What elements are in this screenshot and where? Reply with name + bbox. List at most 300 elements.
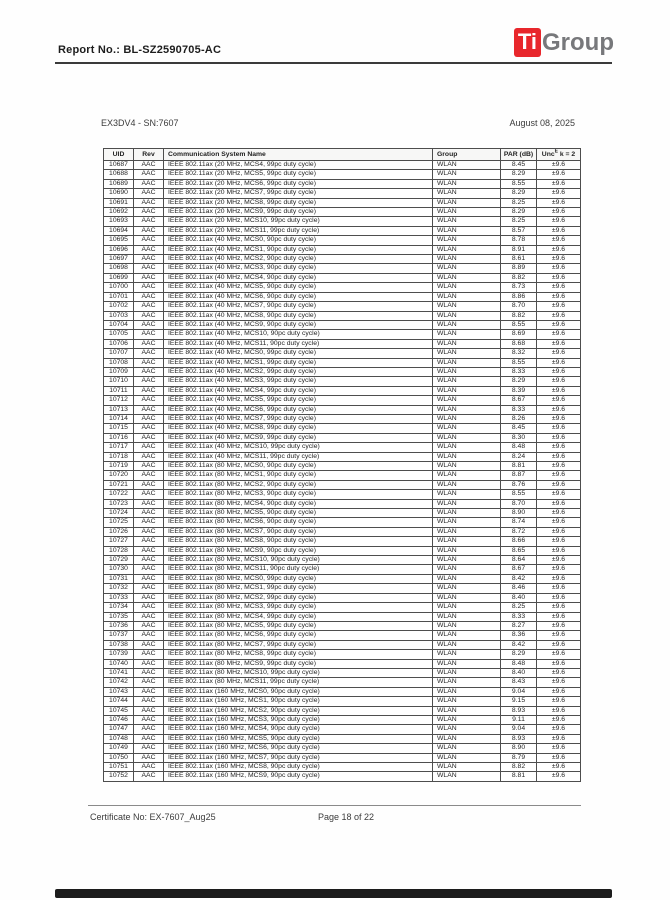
table-row [104,198,581,207]
cell-system: IEEE 802.11ax (160 MHz, MCS3, 90pc duty cycle) [164,715,433,724]
table-row [104,358,581,367]
cell-uid: 10701 [104,292,134,301]
table-row [104,715,581,724]
cell-uid: 10695 [104,236,134,245]
cell-group: WLAN [433,772,501,781]
cell-rev: AAC [134,490,164,499]
cell-par: 8.90 [501,509,537,518]
cell-par: 8.25 [501,603,537,612]
cell-rev: AAC [134,546,164,555]
cell-unc: ±9.6 [537,527,581,536]
cell-par: 8.86 [501,292,537,301]
cell-uid: 10691 [104,198,134,207]
table-row [104,292,581,301]
cell-uid: 10698 [104,264,134,273]
cell-system: IEEE 802.11ax (80 MHz, MCS2, 99pc duty cycle) [164,593,433,602]
cell-group: WLAN [433,292,501,301]
cell-rev: AAC [134,292,164,301]
cell-uid: 10738 [104,640,134,649]
cell-par: 8.33 [501,405,537,414]
cell-rev: AAC [134,189,164,198]
cell-rev: AAC [134,744,164,753]
cell-group: WLAN [433,499,501,508]
cell-par: 8.55 [501,320,537,329]
table-row [104,264,581,273]
cell-uid: 10696 [104,245,134,254]
cell-group: WLAN [433,753,501,762]
cell-par: 8.40 [501,593,537,602]
cell-group: WLAN [433,283,501,292]
cell-system: IEEE 802.11ax (40 MHz, MCS3, 90pc duty cycle) [164,264,433,273]
cell-group: WLAN [433,386,501,395]
cell-par: 8.42 [501,574,537,583]
cell-uid: 10721 [104,480,134,489]
device-label: EX3DV4 - SN:7607 [101,118,179,128]
cell-unc: ±9.6 [537,753,581,762]
table-row [104,443,581,452]
cell-unc: ±9.6 [537,706,581,715]
cell-group: WLAN [433,339,501,348]
cell-uid: 10744 [104,697,134,706]
header-divider [55,62,612,64]
cell-unc: ±9.6 [537,320,581,329]
cell-system: IEEE 802.11ax (40 MHz, MCS4, 90pc duty cycle) [164,273,433,282]
cell-unc: ±9.6 [537,179,581,188]
cell-group: WLAN [433,189,501,198]
cell-system: IEEE 802.11ax (40 MHz, MCS2, 90pc duty cycle) [164,255,433,264]
cell-system: IEEE 802.11ax (80 MHz, MCS4, 99pc duty cycle) [164,612,433,621]
cell-group: WLAN [433,621,501,630]
cell-rev: AAC [134,339,164,348]
table-row [104,499,581,508]
cell-system: IEEE 802.11ax (160 MHz, MCS5, 90pc duty cycle) [164,734,433,743]
cell-uid: 10697 [104,255,134,264]
table-row [104,556,581,565]
cell-system: IEEE 802.11ax (160 MHz, MCS0, 90pc duty cycle) [164,687,433,696]
cell-unc: ±9.6 [537,687,581,696]
table-row [104,640,581,649]
cell-par: 8.55 [501,179,537,188]
cell-system: IEEE 802.11ax (40 MHz, MCS5, 99pc duty cycle) [164,396,433,405]
cell-group: WLAN [433,179,501,188]
cell-rev: AAC [134,161,164,170]
cell-system: IEEE 802.11ax (40 MHz, MCS6, 99pc duty cycle) [164,405,433,414]
cell-system: IEEE 802.11ax (20 MHz, MCS10, 99pc duty cycle) [164,217,433,226]
cell-uid: 10729 [104,556,134,565]
cell-uid: 10740 [104,659,134,668]
cell-system: IEEE 802.11ax (20 MHz, MCS11, 99pc duty cycle) [164,226,433,235]
cell-rev: AAC [134,584,164,593]
cell-uid: 10741 [104,668,134,677]
cell-uid: 10708 [104,358,134,367]
table-row [104,170,581,179]
cell-rev: AAC [134,537,164,546]
cell-uid: 10713 [104,405,134,414]
table-row [104,603,581,612]
cell-par: 8.81 [501,462,537,471]
cell-unc: ±9.6 [537,763,581,772]
cell-uid: 10711 [104,386,134,395]
cell-group: WLAN [433,330,501,339]
cell-unc: ±9.6 [537,452,581,461]
table-row [104,179,581,188]
cell-par: 8.82 [501,273,537,282]
cell-group: WLAN [433,556,501,565]
cell-unc: ±9.6 [537,593,581,602]
cell-rev: AAC [134,330,164,339]
cell-system: IEEE 802.11ax (40 MHz, MCS10, 90pc duty cycle) [164,330,433,339]
bottom-bar [55,889,612,898]
cell-unc: ±9.6 [537,405,581,414]
cell-rev: AAC [134,621,164,630]
cell-uid: 10688 [104,170,134,179]
cell-unc: ±9.6 [537,612,581,621]
cell-uid: 10693 [104,217,134,226]
table-row [104,471,581,480]
table-row [104,480,581,489]
cell-system: IEEE 802.11ax (40 MHz, MCS11, 99pc duty cycle) [164,452,433,461]
cell-uid: 10692 [104,208,134,217]
cell-system: IEEE 802.11ax (40 MHz, MCS0, 90pc duty cycle) [164,236,433,245]
cell-par: 8.72 [501,527,537,536]
table-row [104,574,581,583]
cell-rev: AAC [134,772,164,781]
cell-unc: ±9.6 [537,339,581,348]
table-row [104,236,581,245]
cell-group: WLAN [433,687,501,696]
cell-par: 9.04 [501,725,537,734]
cell-rev: AAC [134,697,164,706]
cell-par: 8.91 [501,245,537,254]
cell-unc: ±9.6 [537,161,581,170]
cell-unc: ±9.6 [537,198,581,207]
cell-rev: AAC [134,556,164,565]
cell-par: 8.81 [501,772,537,781]
cell-uid: 10752 [104,772,134,781]
cell-system: IEEE 802.11ax (160 MHz, MCS6, 90pc duty cycle) [164,744,433,753]
cell-group: WLAN [433,706,501,715]
cell-group: WLAN [433,471,501,480]
cell-rev: AAC [134,612,164,621]
cell-rev: AAC [134,527,164,536]
report-number: Report No.: BL-SZ2590705-AC [58,44,222,56]
cell-unc: ±9.6 [537,668,581,677]
cell-rev: AAC [134,424,164,433]
cell-par: 8.27 [501,621,537,630]
cell-rev: AAC [134,386,164,395]
cell-par: 9.04 [501,687,537,696]
cell-system: IEEE 802.11ax (40 MHz, MCS2, 99pc duty cycle) [164,367,433,376]
cell-unc: ±9.6 [537,546,581,555]
cell-unc: ±9.6 [537,311,581,320]
cell-rev: AAC [134,358,164,367]
cell-unc: ±9.6 [537,217,581,226]
cell-unc: ±9.6 [537,480,581,489]
cell-rev: AAC [134,433,164,442]
table-row [104,386,581,395]
table-row [104,763,581,772]
cell-system: IEEE 802.11ax (80 MHz, MCS9, 99pc duty cycle) [164,659,433,668]
cell-par: 8.36 [501,631,537,640]
cell-rev: AAC [134,659,164,668]
cell-system: IEEE 802.11ax (80 MHz, MCS2, 90pc duty cycle) [164,480,433,489]
cell-rev: AAC [134,753,164,762]
table-row [104,734,581,743]
table-row [104,339,581,348]
cell-group: WLAN [433,593,501,602]
cell-uid: 10732 [104,584,134,593]
cell-uid: 10727 [104,537,134,546]
cell-unc: ±9.6 [537,386,581,395]
cell-system: IEEE 802.11ax (80 MHz, MCS11, 99pc duty cycle) [164,678,433,687]
table-row [104,462,581,471]
cell-uid: 10694 [104,226,134,235]
cell-par: 8.43 [501,678,537,687]
cell-par: 8.25 [501,217,537,226]
cell-unc: ±9.6 [537,283,581,292]
table-row [104,283,581,292]
cell-par: 8.30 [501,433,537,442]
table-row [104,217,581,226]
cell-system: IEEE 802.11ax (40 MHz, MCS0, 99pc duty cycle) [164,349,433,358]
cell-system: IEEE 802.11ax (80 MHz, MCS6, 99pc duty cycle) [164,631,433,640]
cell-rev: AAC [134,349,164,358]
cell-rev: AAC [134,170,164,179]
table-row [104,706,581,715]
cell-group: WLAN [433,170,501,179]
cell-par: 8.55 [501,490,537,499]
cell-system: IEEE 802.11ax (160 MHz, MCS8, 90pc duty cycle) [164,763,433,772]
cell-par: 8.65 [501,546,537,555]
cell-unc: ±9.6 [537,509,581,518]
header-group: Group [433,149,501,161]
cell-unc: ±9.6 [537,292,581,301]
cell-par: 8.79 [501,753,537,762]
header-unc [537,149,581,161]
cell-group: WLAN [433,763,501,772]
cell-uid: 10747 [104,725,134,734]
table-row [104,527,581,536]
cell-system: IEEE 802.11ax (40 MHz, MCS11, 90pc duty cycle) [164,339,433,348]
cell-par: 8.87 [501,471,537,480]
tigroup-logo [514,28,614,57]
cell-unc: ±9.6 [537,715,581,724]
table-row [104,518,581,527]
cell-system: IEEE 802.11ax (160 MHz, MCS2, 90pc duty cycle) [164,706,433,715]
cell-par: 8.90 [501,744,537,753]
cell-uid: 10735 [104,612,134,621]
logo-ti-icon: Ti [514,28,541,57]
cell-uid: 10737 [104,631,134,640]
cell-unc: ±9.6 [537,358,581,367]
cell-uid: 10734 [104,603,134,612]
cell-unc: ±9.6 [537,631,581,640]
cell-rev: AAC [134,255,164,264]
cell-uid: 10745 [104,706,134,715]
cell-rev: AAC [134,320,164,329]
cell-group: WLAN [433,161,501,170]
cell-group: WLAN [433,462,501,471]
cell-par: 8.55 [501,358,537,367]
cell-group: WLAN [433,217,501,226]
cell-rev: AAC [134,668,164,677]
table-row [104,311,581,320]
cell-group: WLAN [433,640,501,649]
cell-rev: AAC [134,311,164,320]
cell-par: 8.89 [501,264,537,273]
cell-uid: 10736 [104,621,134,630]
table-row [104,255,581,264]
cell-par: 8.40 [501,668,537,677]
cell-system: IEEE 802.11ax (40 MHz, MCS9, 99pc duty cycle) [164,433,433,442]
table-row [104,584,581,593]
cell-unc: ±9.6 [537,424,581,433]
cell-group: WLAN [433,574,501,583]
cell-rev: AAC [134,443,164,452]
cell-unc: ±9.6 [537,245,581,254]
cell-group: WLAN [433,734,501,743]
cell-unc: ±9.6 [537,621,581,630]
cell-uid: 10724 [104,509,134,518]
cell-group: WLAN [433,405,501,414]
cell-group: WLAN [433,226,501,235]
cell-uid: 10743 [104,687,134,696]
cell-rev: AAC [134,565,164,574]
cell-system: IEEE 802.11ax (40 MHz, MCS7, 90pc duty cycle) [164,302,433,311]
cell-par: 8.70 [501,499,537,508]
cell-par: 8.66 [501,537,537,546]
cell-par: 8.29 [501,208,537,217]
cell-unc: ±9.6 [537,537,581,546]
cell-unc: ±9.6 [537,264,581,273]
cell-uid: 10689 [104,179,134,188]
cell-rev: AAC [134,631,164,640]
cell-unc: ±9.6 [537,603,581,612]
cell-system: IEEE 802.11ax (80 MHz, MCS5, 90pc duty cycle) [164,509,433,518]
cell-unc: ±9.6 [537,490,581,499]
table-row [104,621,581,630]
table-row [104,772,581,781]
cell-rev: AAC [134,603,164,612]
cell-uid: 10704 [104,320,134,329]
cell-unc: ±9.6 [537,499,581,508]
cell-rev: AAC [134,518,164,527]
cell-system: IEEE 802.11ax (80 MHz, MCS6, 90pc duty cycle) [164,518,433,527]
header-uid: UID [104,149,134,161]
cell-par: 8.45 [501,424,537,433]
cell-rev: AAC [134,480,164,489]
cell-system: IEEE 802.11ax (40 MHz, MCS8, 90pc duty cycle) [164,311,433,320]
cell-system: IEEE 802.11ax (80 MHz, MCS9, 90pc duty cycle) [164,546,433,555]
cell-uid: 10751 [104,763,134,772]
cell-system: IEEE 802.11ax (80 MHz, MCS3, 99pc duty cycle) [164,603,433,612]
cell-rev: AAC [134,273,164,282]
cell-unc: ±9.6 [537,640,581,649]
cell-par: 8.68 [501,339,537,348]
cell-par: 8.69 [501,330,537,339]
cell-rev: AAC [134,414,164,423]
table-row [104,424,581,433]
cell-unc: ±9.6 [537,734,581,743]
cell-par: 8.93 [501,706,537,715]
cell-system: IEEE 802.11ax (40 MHz, MCS5, 90pc duty cycle) [164,283,433,292]
cell-rev: AAC [134,734,164,743]
logo-group-text: Group [542,28,614,56]
table-row [104,377,581,386]
cell-par: 8.67 [501,565,537,574]
cell-group: WLAN [433,452,501,461]
cell-rev: AAC [134,499,164,508]
cell-group: WLAN [433,414,501,423]
table-row [104,537,581,546]
cell-par: 8.42 [501,640,537,649]
cell-unc: ±9.6 [537,462,581,471]
cell-group: WLAN [433,443,501,452]
cell-par: 8.45 [501,161,537,170]
cell-unc: ±9.6 [537,556,581,565]
cell-par: 8.93 [501,734,537,743]
cell-rev: AAC [134,396,164,405]
cell-rev: AAC [134,640,164,649]
table-row [104,546,581,555]
cell-unc: ±9.6 [537,377,581,386]
cell-group: WLAN [433,527,501,536]
cell-group: WLAN [433,678,501,687]
cell-unc: ±9.6 [537,189,581,198]
cell-rev: AAC [134,706,164,715]
table-row [104,433,581,442]
table-row [104,509,581,518]
cell-rev: AAC [134,236,164,245]
cell-system: IEEE 802.11ax (40 MHz, MCS1, 99pc duty cycle) [164,358,433,367]
cell-system: IEEE 802.11ax (80 MHz, MCS5, 99pc duty cycle) [164,621,433,630]
cell-par: 8.64 [501,556,537,565]
cell-par: 8.48 [501,443,537,452]
cell-group: WLAN [433,320,501,329]
header-system: Communication System Name [164,149,433,161]
cell-uid: 10746 [104,715,134,724]
cell-system: IEEE 802.11ax (80 MHz, MCS8, 90pc duty cycle) [164,537,433,546]
cell-unc: ±9.6 [537,471,581,480]
table-row [104,330,581,339]
cell-unc: ±9.6 [537,584,581,593]
cell-system: IEEE 802.11ax (20 MHz, MCS8, 99pc duty cycle) [164,198,433,207]
cell-system: IEEE 802.11ax (40 MHz, MCS3, 99pc duty cycle) [164,377,433,386]
cell-unc: ±9.6 [537,725,581,734]
cell-group: WLAN [433,396,501,405]
cell-rev: AAC [134,725,164,734]
cell-unc: ±9.6 [537,302,581,311]
table-row [104,405,581,414]
cell-group: WLAN [433,584,501,593]
cell-uid: 10749 [104,744,134,753]
cell-par: 8.61 [501,255,537,264]
cell-system: IEEE 802.11ax (160 MHz, MCS9, 90pc duty cycle) [164,772,433,781]
cell-unc: ±9.6 [537,255,581,264]
cell-group: WLAN [433,650,501,659]
cell-uid: 10714 [104,414,134,423]
cell-par: 8.82 [501,311,537,320]
table-row [104,612,581,621]
cell-group: WLAN [433,659,501,668]
unc-label: Unc [541,151,555,158]
cell-par: 9.11 [501,715,537,724]
cell-uid: 10726 [104,527,134,536]
table-row [104,414,581,423]
cell-par: 8.70 [501,302,537,311]
cell-rev: AAC [134,377,164,386]
cell-system: IEEE 802.11ax (80 MHz, MCS11, 90pc duty cycle) [164,565,433,574]
